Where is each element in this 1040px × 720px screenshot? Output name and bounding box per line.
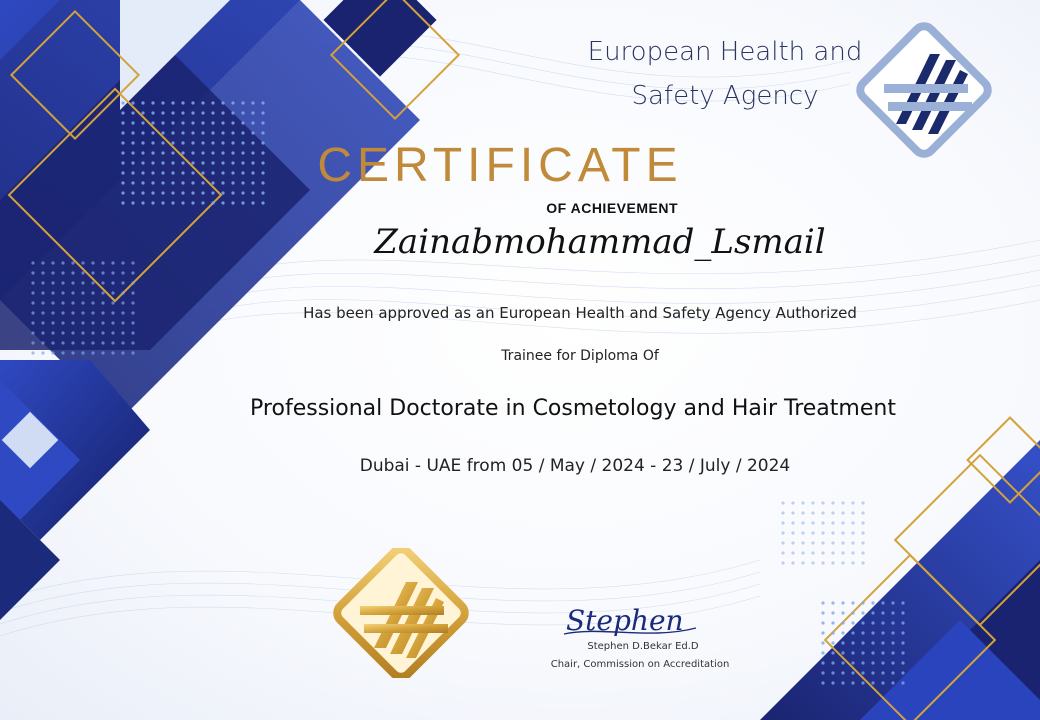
- recipient-name: Zainabmohammad_Lsmail: [374, 222, 826, 262]
- approval-statement-line1: Has been approved as an European Health and Safety Agency Authorized: [303, 304, 857, 322]
- signatory-role: Chair, Commission on Accreditation: [550, 659, 730, 670]
- agency-logo-icon: [848, 14, 1000, 166]
- approval-statement-line2: Trainee for Diploma Of: [501, 348, 659, 364]
- organization-name-line1: European Health and: [587, 37, 863, 67]
- handwritten-signature: [560, 596, 700, 642]
- organization-name: [560, 30, 890, 118]
- organization-name-line2: Safety Agency: [631, 81, 819, 111]
- certificate-subtitle: OF ACHIEVEMENT: [546, 200, 678, 216]
- handwritten-signature-text: Stephen: [566, 604, 684, 637]
- location-and-dates: Dubai - UAE from 05 / May / 2024 - 23 / July / 2024: [359, 456, 791, 476]
- program-title: Professional Doctorate in Cosmetology and Hair Treatment: [250, 396, 896, 421]
- certificate-title: CERTIFICATE: [317, 139, 683, 192]
- gold-seal-icon: [326, 548, 476, 678]
- signatory-name: Stephen D.Bekar Ed.D: [587, 641, 699, 652]
